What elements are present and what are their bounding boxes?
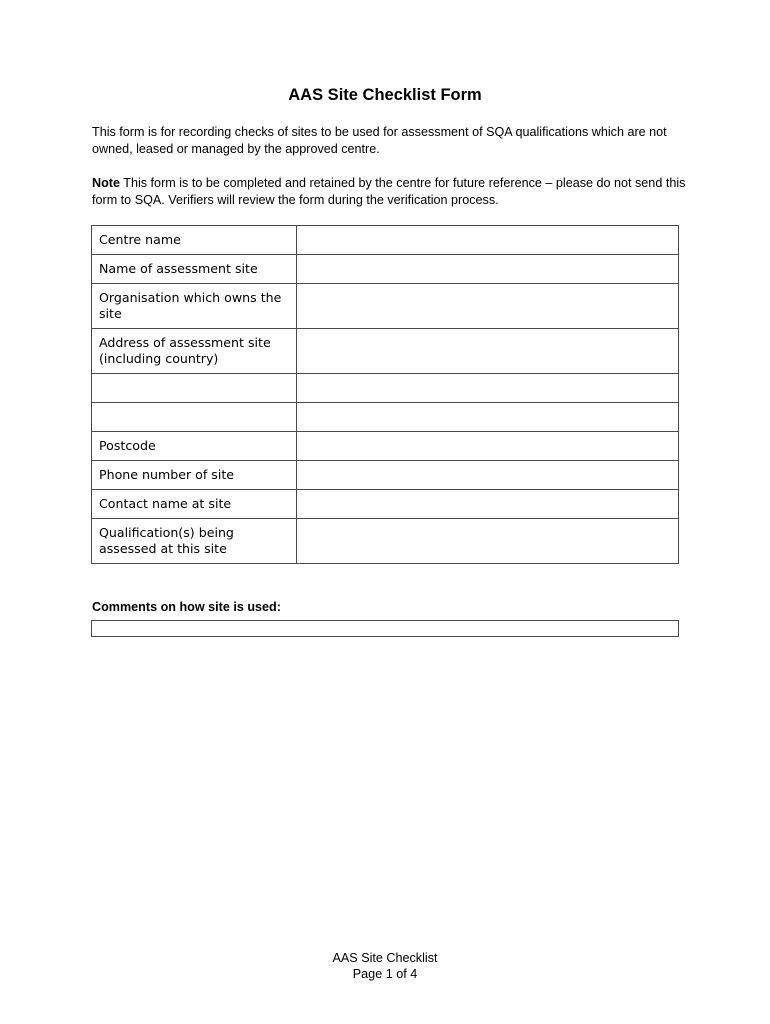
comments-label: Comments on how site is used: bbox=[92, 600, 281, 614]
centre-name-field[interactable] bbox=[297, 226, 679, 255]
table-row bbox=[92, 329, 679, 374]
qualifications-field[interactable] bbox=[297, 519, 679, 564]
address-line-3-label bbox=[92, 403, 297, 432]
address-line-2-field[interactable] bbox=[297, 374, 679, 403]
centre-name-label: Centre name bbox=[92, 226, 297, 255]
postcode-field[interactable] bbox=[297, 432, 679, 461]
phone-number-field[interactable] bbox=[297, 461, 679, 490]
site-details-table bbox=[91, 225, 679, 564]
comments-field[interactable] bbox=[91, 620, 679, 637]
table-row bbox=[92, 519, 679, 564]
address-line-2-label bbox=[92, 374, 297, 403]
site-address-label: Address of assessment site (including country) bbox=[92, 329, 297, 374]
table-row bbox=[92, 432, 679, 461]
intro-paragraph: This form is for recording checks of sites to be used for assessment of SQA qualifications which are not owned, leased or managed by the approved centre. bbox=[92, 125, 667, 156]
assessment-site-name-label: Name of assessment site bbox=[92, 255, 297, 284]
qualifications-label: Qualification(s) being assessed at this site bbox=[92, 519, 297, 564]
table-row bbox=[92, 490, 679, 519]
note-label: Note bbox=[92, 176, 120, 190]
table-row bbox=[92, 461, 679, 490]
postcode-label: Postcode bbox=[92, 432, 297, 461]
footer-page-number: Page 1 of 4 bbox=[352, 967, 418, 981]
site-address-field[interactable] bbox=[297, 329, 679, 374]
contact-name-label: Contact name at site bbox=[92, 490, 297, 519]
note-paragraph bbox=[92, 175, 692, 209]
form-title: AAS Site Checklist Form bbox=[288, 86, 482, 104]
contact-name-field[interactable] bbox=[297, 490, 679, 519]
table-row bbox=[92, 255, 679, 284]
table-row bbox=[92, 284, 679, 329]
assessment-site-name-field[interactable] bbox=[297, 255, 679, 284]
table-row bbox=[92, 226, 679, 255]
table-row bbox=[92, 374, 679, 403]
table-row bbox=[92, 403, 679, 432]
page-footer bbox=[0, 950, 770, 982]
note-text: This form is to be completed and retained by the centre for future reference – please do not send this form to SQA. Verifiers will review the form during the verification process. bbox=[92, 176, 686, 207]
address-line-3-field[interactable] bbox=[297, 403, 679, 432]
site-owner-label: Organisation which owns the site bbox=[92, 284, 297, 329]
footer-document-name: AAS Site Checklist bbox=[332, 951, 438, 965]
site-owner-field[interactable] bbox=[297, 284, 679, 329]
phone-number-label: Phone number of site bbox=[92, 461, 297, 490]
